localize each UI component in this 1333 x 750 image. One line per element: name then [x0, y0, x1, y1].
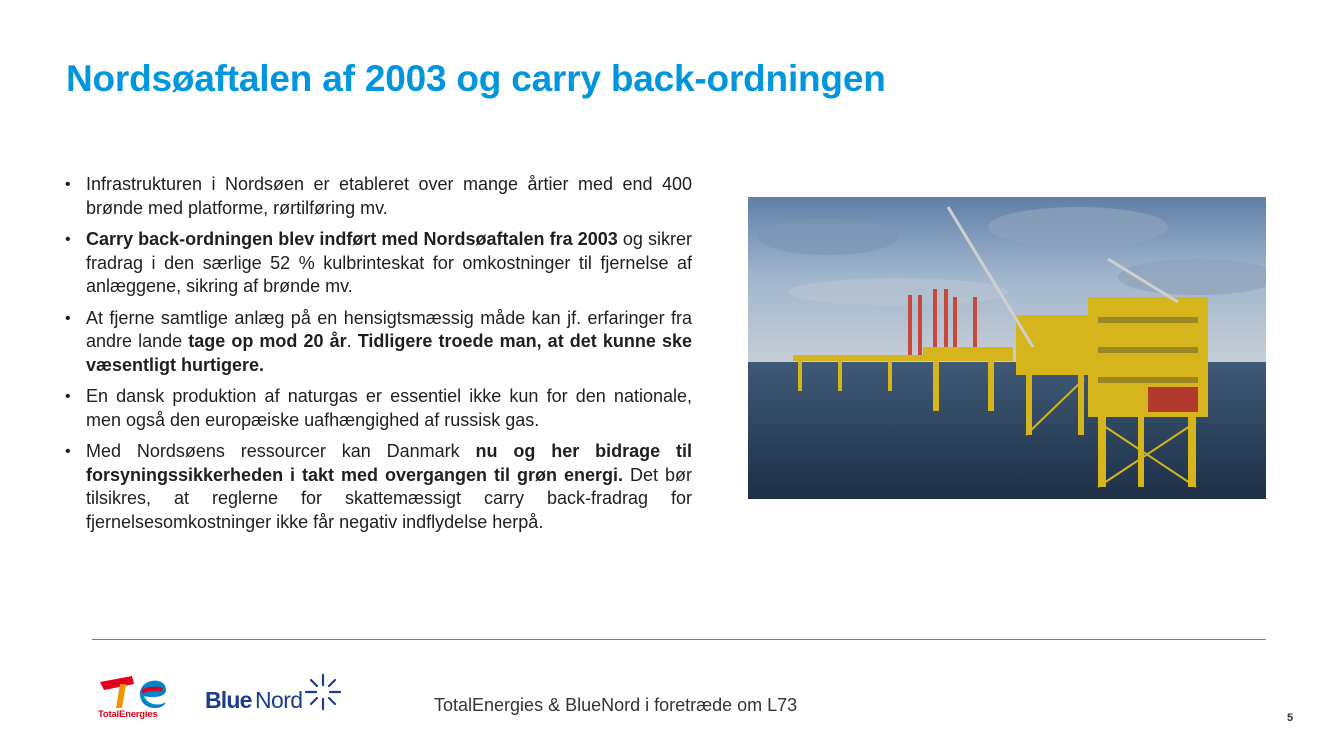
- bullet-dot-icon: •: [65, 309, 71, 327]
- slide-title: Nordsøaftalen af 2003 og carry back-ordningen: [66, 58, 886, 99]
- bullet-item: [62, 228, 692, 299]
- bullet-dot-icon: •: [65, 443, 71, 460]
- page-number: 5: [1287, 712, 1294, 724]
- bullet-text: En dansk produktion af naturgas er essentiel ikke kun for den nationale, men også den europæiske uafhængighed af russisk gas.: [86, 386, 692, 430]
- bluenord-star-icon: [302, 672, 344, 712]
- totalenergies-wordmark: TotalEnergies: [98, 709, 158, 720]
- bullet-text-bold: tage op mod 20 år: [188, 331, 347, 351]
- bullet-text: Med Nordsøens ressourcer kan Danmark: [86, 441, 476, 461]
- bullet-text: Det bør tilsikres, at reglerne for skattemæssigt carry back-fradrag for fjernelsesomkostninger ikke får negativ indflydelse herpå.: [86, 464, 692, 532]
- bullet-text: Infrastrukturen i Nordsøen er etableret over mange årtier med end 400 brønde med platforme, rørtilføring mv.: [86, 174, 692, 218]
- bullet-text: og sikrer fradrag i den særlige 52 % kulbrinteskat for omkostninger til fjernelse af anlæggene, sikring af brønde mv.: [86, 229, 692, 296]
- footer-caption: TotalEnergies & BlueNord i foretræde om L73: [434, 695, 798, 715]
- offshore-platform-photo: [748, 197, 1266, 499]
- bluenord-wordmark-blue: Blue: [205, 687, 252, 713]
- bullet-dot-icon: •: [65, 176, 71, 193]
- bullet-text-bold: Carry back-ordningen blev indført med Nordsøaftalen fra 2003: [86, 229, 618, 249]
- bullet-dot-icon: •: [65, 231, 71, 248]
- bullet-item: [62, 385, 692, 432]
- bullet-text-bold: nu og her bidrage til forsyningssikkerheden i takt med overgangen til grøn energi.: [86, 441, 692, 485]
- bullet-text: .: [346, 331, 358, 351]
- offshore-platform-illustration: [748, 197, 1266, 499]
- bluenord-wordmark-nord: Nord: [255, 687, 303, 713]
- bullet-text-bold: Tidligere troede man, at det kunne ske væsentligt hurtigere.: [86, 331, 692, 375]
- footer-divider: [92, 639, 1266, 640]
- bullet-item: [62, 173, 692, 220]
- bullet-item: [62, 440, 692, 534]
- bullet-dot-icon: •: [65, 388, 71, 405]
- bullet-list: [62, 173, 692, 542]
- bullet-item: [62, 307, 692, 378]
- bullet-text: At fjerne samtlige anlæg på en hensigtsmæssig måde kan jf. erfaringer fra andre lande: [86, 307, 692, 351]
